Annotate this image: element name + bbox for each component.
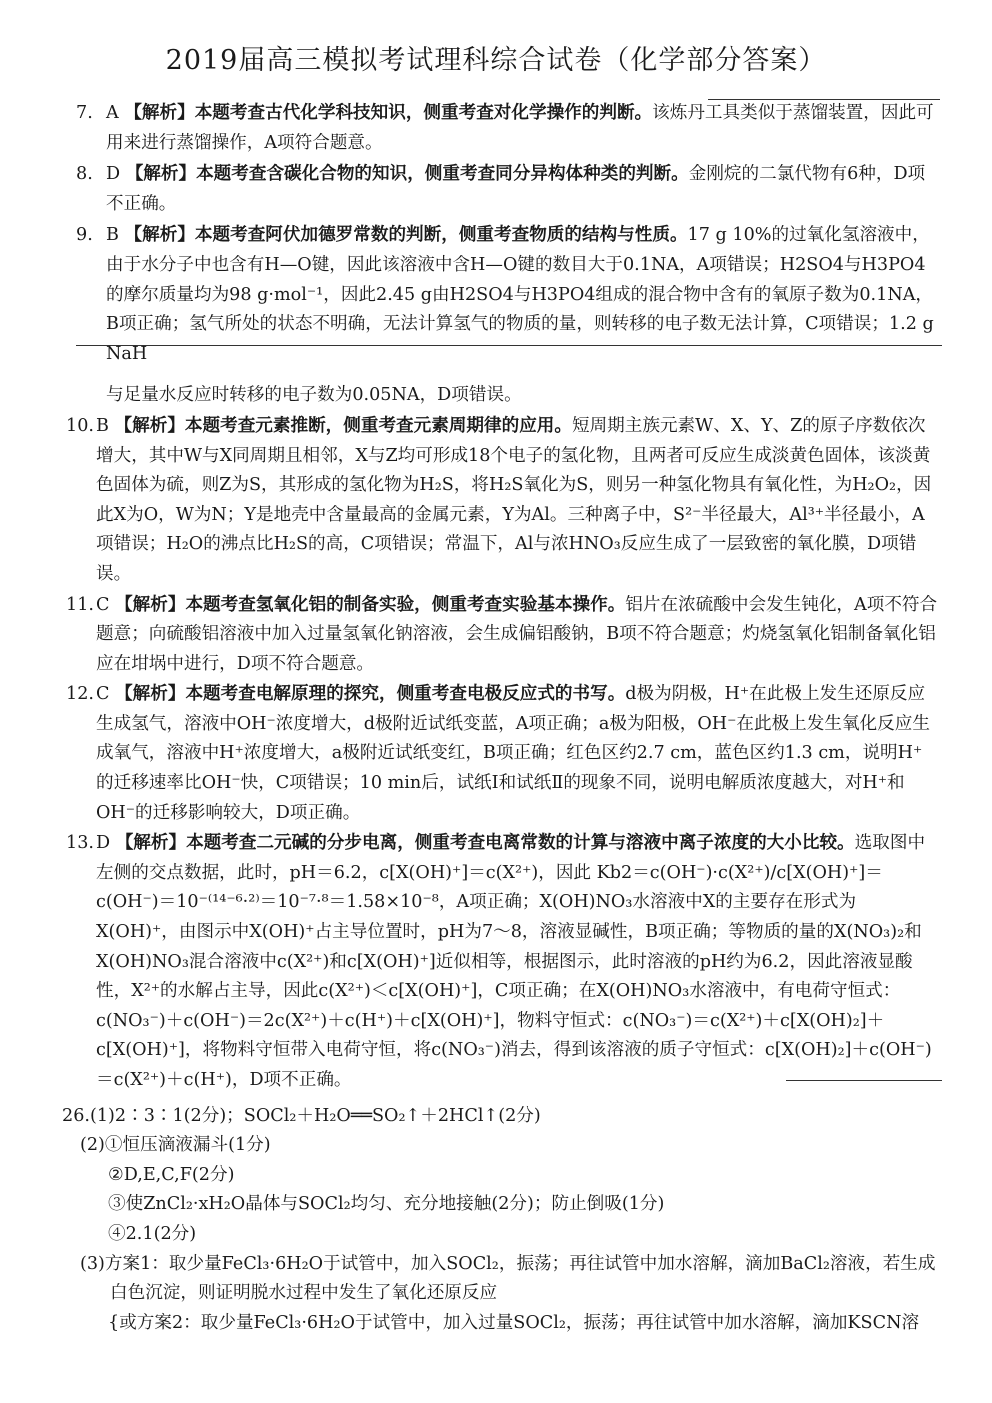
q26-line-3: ②D,E,C,F(2分) <box>108 1164 235 1185</box>
item-text: 金刚烷的二氯代物有6种，D项不正确。 <box>106 164 926 214</box>
item-answer: C <box>96 684 110 705</box>
item-number: 13. <box>66 833 94 854</box>
answer-item-11 <box>66 590 938 680</box>
item-analysis-label: 【解析】本题考查氢氧化铝的制备实验，侧重考查实验基本操作。 <box>115 593 626 615</box>
item-number: 7. <box>76 103 93 123</box>
item-answer: B <box>96 415 109 436</box>
item-analysis-label: 【解析】本题考查电解原理的探究，侧重考查电极反应式的书写。 <box>115 683 626 705</box>
answer-item-7 <box>76 98 938 158</box>
answer-item-13 <box>66 828 938 1095</box>
item-answer: C <box>96 594 110 615</box>
item-text: 17 g 10%的过氧化氢溶液中，由于水分子中也含有H—O键，因此该溶液中含H—O键的数目大于0.1NA，A项错误；H2SO4与H3PO4的摩尔质量均为98 g·mol⁻¹，因此2.45 g由H2SO4与H3PO4组成的混合物中含有的氧原子数为0.1NA，B项正确；氢气所处的状态不明确，无法计算氢气的物质的量，则转移的电子数无法计算，C项错误；1.2 g NaH <box>106 225 934 364</box>
q26-line-4: ③使ZnCl₂·xH₂O晶体与SOCl₂均匀、充分地接触(2分)；防止倒吸(1分) <box>108 1194 665 1215</box>
answer-item-9-continued <box>76 381 938 411</box>
answer-item-10 <box>66 411 938 590</box>
answer-content <box>62 98 938 1338</box>
question-26 <box>62 1102 938 1339</box>
item-answer: D <box>106 164 121 185</box>
item-analysis-label: 【解析】本题考查含碳化合物的知识，侧重考查同分异构体种类的判断。 <box>125 163 689 185</box>
item-analysis-label: 【解析】本题考查古代化学科技知识，侧重考查对化学操作的判断。 <box>124 102 653 123</box>
item-answer: D <box>96 833 111 854</box>
item-analysis-label: 【解析】本题考查二元碱的分步电离，侧重考查电离常数的计算与溶液中离子浓度的大小比较。 <box>115 832 855 854</box>
item-analysis-label: 【解析】本题考查阿伏加德罗常数的判断，侧重考查物质的结构与性质。 <box>124 224 688 246</box>
page-title: 2019届高三模拟考试理科综合试卷（化学部分答案） <box>165 45 827 76</box>
item-number: 9. <box>76 225 93 246</box>
item-text: 短周期主族元素W、X、Y、Z的原子序数依次增大，其中W与X同周期且相邻，X与Z均可形成18个电子的氢化物，且两者可反应生成淡黄色固体，该淡黄色固体为硫，则Z为S，其形成的氢化物为H₂S，将H₂S氧化为S，则另一种氢化物具有氧化性，为H₂O₂，因此X为O，W为N；Y是地壳中含量最高的金属元素，Y为Al。三种离子中，S²⁻半径最大，Al³⁺半径最小，A项错误；H₂O的沸点比H₂S的高，C项错误；常温下，Al与浓HNO₃反应生成了一层致密的氧化膜，D项错误。 <box>96 415 932 584</box>
item-analysis-label: 【解析】本题考查元素推断，侧重考查元素周期律的应用。 <box>114 414 572 436</box>
answer-item-8 <box>76 159 938 219</box>
item-text: 该炼丹工具类似于蒸馏装置，因此可用来进行蒸馏操作，A项符合题意。 <box>106 103 934 153</box>
answer-item-9 <box>76 220 938 369</box>
item-text: 选取图中左侧的交点数据，此时，pH＝6.2，c[X(OH)⁺]＝c(X²⁺)，因此 Kb2＝c(OH⁻)·c(X²⁺)/c[X(OH)⁺]＝c(OH⁻)＝10⁻⁽¹⁴⁻⁶·²⁾＝10⁻⁷·⁸＝1.58×10⁻⁸，A项正确；X(OH)NO₃水溶液中X的主要存在形式为X(OH)⁺，由图示中X(OH)⁺占主导位置时，pH为7～8，溶液显碱性，B项正确；等物质的量的X(NO₃)₂和X(OH)NO₃混合溶液中c(X²⁺)和c[X(OH)⁺]近似相等，根据图示，此时溶液的pH约为6.2，因此溶液显酸性，X²⁺的水解占主导，因此c(X²⁺)＜c[X(OH)⁺]，C项正确；在X(OH)NO₃水溶液中，有电荷守恒式：c(NO₃⁻)＋c(OH⁻)＝2c(X²⁺)＋c(H⁺)＋c[X(OH)⁺]，物料守恒式：c(NO₃⁻)＝c(X²⁺)＋c[X(OH)₂]＋c[X(OH)⁺]，将物料守恒带入电荷守恒，将c(NO₃⁻)消去，得到该溶液的质子守恒式：c[X(OH)₂]＋c(OH⁻)＝c(X²⁺)＋c(H⁺)，D项不正确。 <box>96 833 932 1090</box>
item-number: 10. <box>66 415 94 436</box>
item-number: 12. <box>66 684 94 705</box>
q26-line-5: ④2.1(2分) <box>108 1223 197 1244</box>
answer-item-12 <box>66 679 938 828</box>
q26-line-2: (2)①恒压滴液漏斗(1分) <box>80 1135 271 1156</box>
item-text: 铝片在浓硫酸中会发生钝化，A项不符合题意；向硫酸铝溶液中加入过量氢氧化钠溶液，会生成偏铝酸钠，B项不符合题意；灼烧氢氧化铝制备氧化铝应在坩埚中进行，D项不符合题意。 <box>96 594 938 674</box>
q26-line-7: {或方案2：取少量FeCl₃·6H₂O于试管中，加入过量SOCl₂，振荡；再往试管中加水溶解，滴加KSCN溶 <box>108 1312 920 1333</box>
item-text: d极为阴极，H⁺在此极上发生还原反应生成氢气，溶液中OH⁻浓度增大，d极附近试纸变蓝，A项正确；a极为阳极，OH⁻在此极上发生氧化反应生成氧气，溶液中H⁺浓度增大，a极附近试纸变红，B项正确；红色区约2.7 cm，蓝色区约1.3 cm，说明H⁺的迁移速率比OH⁻快，C项错误；10 min后，试纸Ⅰ和试纸Ⅱ的现象不同，说明电解质浓度越大，对H⁺和OH⁻的迁移影响较大，D项正确。 <box>96 684 930 823</box>
item-answer: B <box>106 225 119 246</box>
item-answer: A <box>106 103 119 123</box>
item-number: 8. <box>76 164 93 185</box>
item-number: 11. <box>66 594 94 615</box>
q26-line-1: 26.(1)2∶3∶1(2分)；SOCl₂＋H₂O══SO₂↑＋2HCl↑(2分) <box>62 1105 541 1126</box>
q26-line-6: (3)方案1：取少量FeCl₃·6H₂O于试管中，加入SOCl₂，振荡；再往试管中加水溶解，滴加BaCl₂溶液，若生成白色沉淀，则证明脱水过程中发生了氧化还原反应 <box>80 1253 936 1304</box>
item-text: 与足量水反应时转移的电子数为0.05NA，D项错误。 <box>106 385 522 406</box>
